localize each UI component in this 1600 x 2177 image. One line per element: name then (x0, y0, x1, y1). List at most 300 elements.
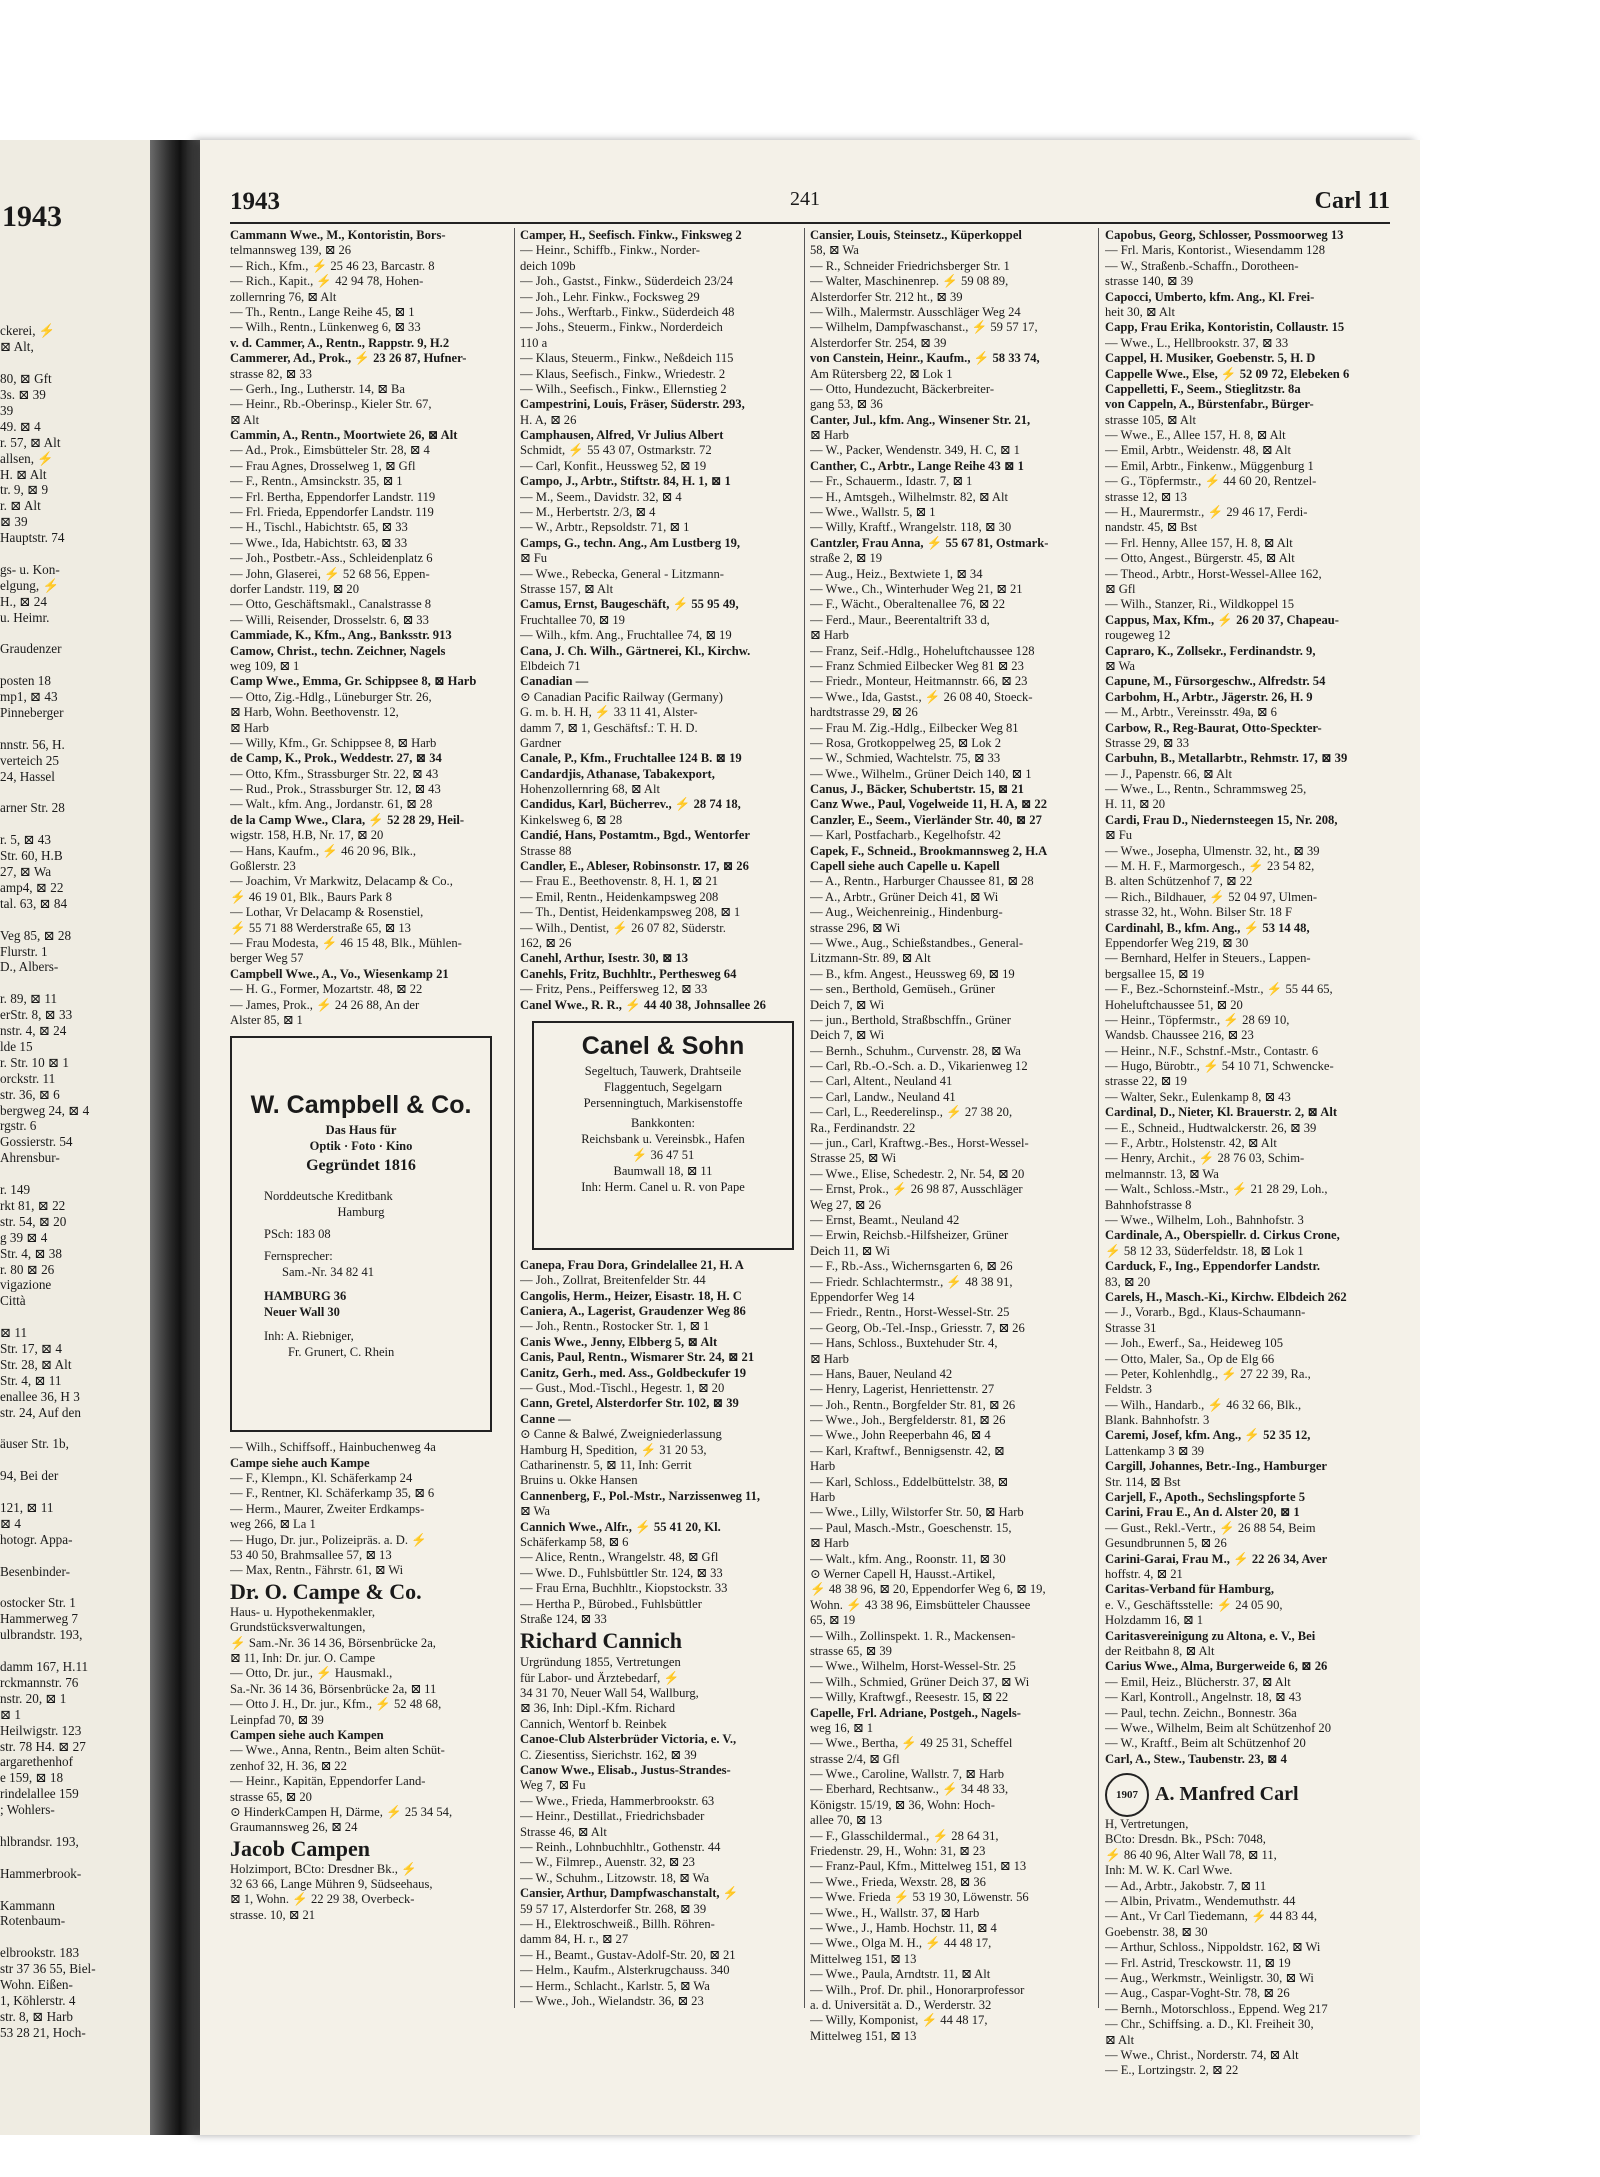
prev-page-line: ⊠ 4 (0, 1515, 21, 1531)
directory-entry: Carbohm, H., Arbtr., Jägerstr. 26, H. 9 (1105, 689, 1313, 704)
page-header (230, 188, 1390, 218)
directory-entry: — M., Herbertstr. 2/3, ⊠ 4 (520, 505, 656, 520)
directory-entry: — W., Filmrep., Auenstr. 32, ⊠ 23 (520, 1855, 695, 1870)
ad-campbell (230, 1036, 492, 1432)
directory-entry: — Ant., Vr Carl Tiedemann, ⚡ 44 83 44, (1105, 1909, 1317, 1924)
prev-page-line: Graudenzer (0, 641, 62, 657)
directory-entry: — Wwe., Rebecka, General - Litzmann- (520, 566, 724, 581)
ad-text-line: ⊠ 11, Inh: Dr. jur. O. Campe (230, 1651, 376, 1665)
directory-entry: — Aug., Caspar-Voght-Str. 78, ⊠ 26 (1105, 1986, 1290, 2001)
ad-line: Das Haus für (325, 1123, 397, 1138)
directory-entry: — Walt., kfm. Ang., Jordanstr. 61, ⊠ 28 (230, 797, 433, 812)
directory-entry: ⊙ Canne & Balwé, Zweigniederlassung (520, 1427, 722, 1442)
prev-page-line: 49. ⊠ 4 (0, 418, 41, 434)
directory-entry: — Otto, Hundezucht, Bäckerbreiter- (810, 381, 995, 396)
directory-entry: — Joh., Rentn., Borgfelder Str. 81, ⊠ 26 (810, 1397, 1016, 1412)
directory-entry: — Heinr., N.F., Schstnf.-Mstr., Contastr. 6 (1105, 1043, 1319, 1058)
directory-entry: — Willi, Reisender, Drosselstr. 6, ⊠ 33 (230, 612, 429, 627)
directory-entry: — Max, Rentn., Fährstr. 61, ⊠ Wi (230, 1563, 404, 1578)
prev-page-line: str. 8, ⊠ Harb (0, 2008, 73, 2024)
directory-entry: ⊠ Alt (230, 412, 260, 427)
directory-entry: — Frl. Maris, Kontorist., Wiesendamm 128 (1105, 243, 1325, 258)
directory-entry: — Frl. Frieda, Eppendorfer Landstr. 119 (230, 505, 434, 520)
directory-entry: Deich 7, ⊠ Wi (810, 1028, 885, 1043)
prev-page-line: r. 57, ⊠ Alt (0, 434, 61, 450)
directory-entry: Goebenstr. 38, ⊠ 30 (1105, 1924, 1208, 1939)
ad-line: Inh: Herm. Canel u. R. von Pape (581, 1179, 745, 1194)
directory-entry: Weg 7, ⊠ Fu (520, 1778, 586, 1793)
directory-entry: — Friedr., Rentn., Horst-Wessel-Str. 25 (810, 1305, 1010, 1320)
directory-entry: — F., Rentner, Kl. Schäferkamp 35, ⊠ 6 (230, 1486, 435, 1501)
directory-entry: telmannsweg 139, ⊠ 26 (230, 243, 352, 258)
directory-entry: Campen siehe auch Kampen (230, 1727, 384, 1742)
directory-entry: 58, ⊠ Wa (810, 243, 859, 258)
prev-page-line: 121, ⊠ 11 (0, 1500, 54, 1515)
directory-entry: — Ferd., Maur., Beerentaltrift 33 d, (810, 612, 990, 627)
directory-entry: G. m. b. H. H, ⚡ 33 11 41, Alster- (520, 705, 698, 720)
ad-line: HAMBURG 36 (264, 1289, 347, 1304)
directory-entry: — Wwe., H., Wallstr. 37, ⊠ Harb (810, 1905, 980, 1920)
directory-entry: — Frl. Astrid, Tresckowstr. 11, ⊠ 19 (1105, 1955, 1291, 1970)
directory-entry: Candardjis, Athanase, Tabakexport, (520, 766, 715, 781)
directory-entry: — Otto, Zig.-Hdlg., Lüneburger Str. 26, (230, 689, 432, 704)
directory-entry: — jun., Berthold, Straßbschffn., Grüner (810, 1012, 1011, 1027)
prev-page-line: str. 78 H4. ⊠ 27 (0, 1738, 86, 1754)
directory-entry: — jun., Carl, Kraftwg.-Bes., Horst-Wessel- (810, 1136, 1029, 1151)
prev-page-line: rindelallee 159 (0, 1786, 79, 1802)
directory-entry: — Reinh., Lohnbuchhltr., Gothenstr. 44 (520, 1839, 721, 1854)
directory-entry: — H., Elektroschweiß., Billh. Röhren- (520, 1916, 715, 1931)
directory-entry: Cardinal, D., Nieter, Kl. Brauerstr. 2, ⊠ Alt (1105, 1105, 1338, 1120)
directory-entry: Wohn. ⚡ 43 38 96, Eimsbütteler Chaussee (810, 1597, 1031, 1612)
directory-entry: — Emil, Arbtr., Weidenstr. 48, ⊠ Alt (1105, 443, 1291, 458)
directory-entry: allee 70, ⊠ 13 (810, 1813, 883, 1828)
directory-entry: ⊙ HinderkCampen H, Därme, ⚡ 25 34 54, (230, 1804, 453, 1819)
directory-entry: ⊠ Fu (1105, 828, 1133, 843)
ad-text-line: BCto: Dresdn. Bk., PSch: 7048, (1105, 1832, 1266, 1847)
directory-entry: Canus, J., Bäcker, Schubertstr. 15, ⊠ 21 (810, 782, 1024, 797)
directory-entry: melmannstr. 13, ⊠ Wa (1105, 1166, 1219, 1181)
directory-entry: Strasse 88 (520, 843, 572, 858)
ad-text-line: — Otto J. H., Dr. jur., Kfm., ⚡ 52 48 68, (230, 1697, 442, 1712)
prev-page-line: mp1, ⊠ 43 (0, 689, 58, 705)
directory-entry: Canel Wwe., R. R., ⚡ 44 40 38, Johnsallee 26 (520, 997, 766, 1012)
directory-entry: Cana, J. Ch. Wilh., Gärtnerei, Kl., Kirchw. (520, 643, 751, 658)
directory-entry: — H. G., Former, Mozartstr. 48, ⊠ 22 (230, 982, 423, 997)
directory-entry: Caritasvereinigung zu Altona, e. V., Bei (1105, 1628, 1316, 1643)
directory-entry: strasse 140, ⊠ 39 (1105, 274, 1194, 289)
directory-entry: — W., Straßenb.-Schaffn., Dorotheen- (1105, 258, 1299, 273)
prev-page-line: Heilwigstr. 123 (0, 1722, 82, 1738)
directory-entry: — Heinr., Rb.-Oberinsp., Kieler Str. 67, (230, 397, 432, 412)
directory-entry: Ra., Ferdinandstr. 22 (810, 1120, 916, 1135)
directory-entry: Strasse 29, ⊠ 33 (1105, 735, 1190, 750)
directory-entry: — Peter, Kohlenhdlg., ⚡ 27 22 39, Ra., (1105, 1366, 1311, 1381)
directory-entry: — Alice, Rentn., Wrangelstr. 48, ⊠ Gfl (520, 1550, 719, 1565)
directory-entry: — Aug., Weichenreinig., Hindenburg- (810, 905, 1003, 920)
directory-entry: Lattenkamp 3 ⊠ 39 (1105, 1443, 1205, 1458)
directory-entry: Cappel, H. Musiker, Goebenstr. 5, H. D (1105, 351, 1316, 366)
ad-line: Flaggentuch, Segelgarn (603, 1079, 723, 1094)
directory-entry: Carius Wwe., Alma, Burgerweide 6, ⊠ 26 (1105, 1659, 1328, 1674)
directory-entry: — Wilh., Handarb., ⚡ 46 32 66, Blk., (1105, 1397, 1302, 1412)
directory-entry: — F., Bez.-Schornsteinf.-Mstr., ⚡ 55 44 65, (1105, 982, 1333, 997)
prev-page-line: ⊠ 39 (0, 514, 28, 530)
directory-entry: — Heinr., Kapitän, Eppendorfer Land- (230, 1774, 426, 1789)
directory-entry: — James, Prok., ⚡ 24 26 88, An der (230, 997, 420, 1012)
directory-entry: — F., Rb.-Ass., Wichernsgarten 6, ⊠ 26 (810, 1259, 1013, 1274)
directory-entry: — Carl, Rb.-O.-Sch. a. D., Vikarienweg 12 (810, 1059, 1028, 1074)
directory-entry: — Wwe., L., Hellbrookstr. 37, ⊠ 33 (1105, 335, 1289, 350)
prev-page-line: 80, ⊠ Gft (0, 371, 52, 387)
ad-text-line: Haus- u. Hypothekenmakler, (230, 1604, 375, 1619)
prev-page-line: hotogr. Appa- (0, 1531, 73, 1547)
directory-entry: Strasse 31 (1105, 1320, 1157, 1335)
prev-page-line: r. ⊠ Alt (0, 498, 41, 514)
directory-entry: Carjell, F., Apoth., Sechslingspforte 5 (1105, 1490, 1305, 1505)
directory-entry: ⊠ Wa (1105, 658, 1135, 673)
directory-entry: Eppendorfer Weg 14 (810, 1289, 915, 1304)
directory-entry: — H., Beamt., Gustav-Adolf-Str. 20, ⊠ 21 (520, 1947, 736, 1962)
directory-entry: — Wilh., Zollinspekt. 1. R., Mackensen- (810, 1628, 1016, 1643)
ad-line: Bankkonten: (631, 1115, 695, 1130)
directory-entry: — Wwe., Joh., Wielandstr. 36, ⊠ 23 (520, 1993, 704, 2008)
directory-entry: ⊙ Werner Capell H, Hausst.-Artikel, (810, 1566, 996, 1581)
directory-entry: von Cappeln, A., Bürstenfabr., Bürger- (1105, 397, 1314, 412)
directory-entry: — Wwe., Wallstr. 5, ⊠ 1 (810, 505, 936, 520)
directory-entry: — Carl, Konfit., Heussweg 52, ⊠ 19 (520, 458, 707, 473)
directory-entry: Wandsb. Chaussee 216, ⊠ 23 (1105, 1028, 1254, 1043)
directory-entry: — Wwe., Ida, Gastst., ⚡ 26 08 40, Stoeck- (810, 689, 1033, 704)
directory-entry: Canis, Paul, Rentn., Wismarer Str. 24, ⊠ 21 (520, 1350, 755, 1365)
directory-entry: Capell siehe auch Capelle u. Kapell (810, 859, 1000, 874)
directory-entry: Canale, P., Kfm., Fruchtallee 124 B. ⊠ 19 (520, 751, 742, 766)
prev-page-line: lde 15 (0, 1038, 33, 1054)
directory-entry: ⊠ Harb (810, 428, 849, 443)
directory-entry: Cansier, Arthur, Dampfwaschanstalt, ⚡ (520, 1886, 739, 1901)
prev-page-line: damm 167, H.11 (0, 1659, 89, 1674)
prev-page-line: posten 18 (0, 673, 51, 689)
directory-entry: — Rud., Prok., Strassburger Str. 12, ⊠ 43 (230, 782, 441, 797)
directory-entry: — Rosa, Grotkoppelweg 25, ⊠ Lok 2 (810, 735, 1002, 750)
directory-entry: — Ad., Prok., Eimsbütteler Str. 28, ⊠ 4 (230, 443, 430, 458)
directory-entry: — Otto, Angest., Bürgerstr. 45, ⊠ Alt (1105, 551, 1295, 566)
prev-page-line: hlbrandsr. 193, (0, 1833, 79, 1849)
column-4 (1105, 228, 1387, 2079)
directory-entry: — J., Papenstr. 66, ⊠ Alt (1105, 766, 1233, 781)
directory-entry: zollernring 76, ⊠ Alt (230, 289, 337, 304)
ad-line: Baumwall 18, ⊠ 11 (613, 1163, 713, 1178)
directory-entry: Cardinale, A., Oberspiellr. d. Cirkus Crone, (1105, 1228, 1340, 1243)
ad-carl-badge-icon: 1907 (1105, 1773, 1149, 1817)
directory-entry: Camps, G., techn. Ang., Am Lustberg 19, (520, 535, 741, 550)
prev-page-line: u. Heimr. (0, 609, 50, 625)
directory-entry: — Wilh., Prof. Dr. phil., Honorarprofessor (810, 1982, 1025, 1997)
ad-canel (532, 1021, 794, 1250)
directory-entry: Strasse 157, ⊠ Alt (520, 581, 614, 596)
directory-entry: — F., Rentn., Amsinckstr. 35, ⊠ 1 (230, 474, 403, 489)
ad-text-line: 34 31 70, Neuer Wall 54, Wallburg, (520, 1686, 699, 1701)
directory-entry: — Walt., Schloss.-Mstr., ⚡ 21 28 29, Loh., (1105, 1182, 1328, 1197)
directory-entry: — Wilhelm, Dampfwaschanst., ⚡ 59 57 17, (810, 320, 1038, 335)
ad-line: ⚡ 36 47 51 (631, 1147, 695, 1162)
directory-entry: Capek, F., Schneid., Brookmannsweg 2, H.A (810, 843, 1048, 858)
directory-entry: — Hugo, Dr. jur., Polizeipräs. a. D. ⚡ (230, 1532, 427, 1547)
directory-entry: Cannich Wwe., Alfr., ⚡ 55 41 20, Kl. (520, 1519, 721, 1534)
ad-text-line: für Labor- und Ärztebedarf, ⚡ (520, 1670, 680, 1685)
directory-entry: — Heinr., Schiffb., Finkw., Norder- (520, 243, 700, 258)
directory-entry: — Wwe. Frieda ⚡ 53 19 30, Löwenstr. 56 (810, 1890, 1029, 1905)
directory-entry: Candié, Hans, Postamtm., Bgd., Wentorfer (520, 828, 750, 843)
directory-entry: — W., Schmied, Wachtelstr. 75, ⊠ 33 (810, 751, 1001, 766)
prev-page-line: str. 24, Auf den (0, 1404, 81, 1420)
directory-entry: Caritas-Verband für Hamburg, (1105, 1582, 1274, 1597)
directory-entry: dorfer Landstr. 119, ⊠ 20 (230, 581, 359, 596)
directory-entry: Canis Wwe., Jenny, Elbberg 5, ⊠ Alt (520, 1334, 718, 1349)
directory-entry: — Wwe., Anna, Rentn., Beim alten Schüt- (230, 1743, 445, 1758)
prev-page-line: Besenbinder- (0, 1563, 71, 1579)
directory-entry: Carini-Garai, Frau M., ⚡ 22 26 34, Aver (1105, 1551, 1328, 1566)
directory-entry: Cardi, Frau D., Niedernsteegen 15, Nr. 208, (1105, 812, 1338, 827)
directory-entry: Cammiade, K., Kfm., Ang., Banksstr. 913 (230, 628, 452, 643)
ad-carl (1105, 1773, 1387, 1817)
prev-page-line: Str. 4, ⊠ 11 (0, 1372, 62, 1388)
directory-entry: Schmidt, ⚡ 55 43 07, Ostmarkstr. 72 (520, 443, 712, 458)
prev-page-line: ⊠ 11 (0, 1325, 28, 1341)
prev-page-line: Città (0, 1293, 26, 1309)
directory-entry: — Heinr., Destillat., Friedrichsbader (520, 1809, 705, 1824)
directory-entry: — Arthur, Schloss., Nippoldstr. 162, ⊠ Wi (1105, 1940, 1321, 1955)
ad-line: Norddeutsche Kreditbank (264, 1189, 393, 1204)
directory-entry: Canehl, Arthur, Isestr. 30, ⊠ 13 (520, 951, 689, 966)
directory-entry: Cammerer, Ad., Prok., ⚡ 23 26 87, Hufner- (230, 351, 467, 366)
directory-entry: Canne — (520, 1411, 571, 1426)
prev-page-line: argarethenhof (0, 1754, 73, 1770)
prev-page-line: g 39 ⊠ 4 (0, 1229, 48, 1245)
directory-entry: — Wilh., Schiffsoff., Hainbuchenweg 4a (230, 1440, 436, 1455)
directory-entry: — Klaus, Steuerm., Finkw., Neßdeich 115 (520, 351, 734, 366)
directory-entry: — Gust., Rekl.-Vertr., ⚡ 26 88 54, Beim (1105, 1520, 1316, 1535)
directory-entry: — B., kfm. Angest., Heussweg 69, ⊠ 19 (810, 966, 1015, 981)
directory-entry: — Albin, Privatm., Wendemuthstr. 44 (1105, 1894, 1296, 1909)
prev-page-line: nnstr. 56, H. (0, 736, 65, 752)
directory-entry: 53 40 50, Brahmsallee 57, ⊠ 13 (230, 1548, 392, 1563)
prev-page-line: r. 89, ⊠ 11 (0, 991, 58, 1007)
directory-entry: — Wwe., Ch., Winterhuder Weg 21, ⊠ 21 (810, 581, 1023, 596)
prev-page-line: str 37 36 55, Biel- (0, 1961, 96, 1977)
prev-page-line: e 159, ⊠ 18 (0, 1770, 64, 1786)
column-1 (230, 228, 512, 1923)
prev-page-line: 24, Hassel (0, 768, 55, 784)
directory-entry: — Gust., Mod.-Tischl., Hegestr. 1, ⊠ 20 (520, 1381, 725, 1396)
directory-entry: Goßlerstr. 23 (230, 859, 296, 874)
directory-entry: Camus, Ernst, Baugeschäft, ⚡ 55 95 49, (520, 597, 739, 612)
prev-page-line: 27, ⊠ Wa (0, 864, 52, 879)
campe-heading: Dr. O. Campe & Co. (230, 1578, 422, 1604)
directory-entry: — M. H. F., Marmorgesch., ⚡ 23 54 82, (1105, 859, 1315, 874)
directory-entry: Campo, J., Arbtr., Stiftstr. 84, H. 1, ⊠ 1 (520, 474, 731, 489)
directory-entry: — John, Glaserei, ⚡ 52 68 56, Eppen- (230, 566, 430, 581)
directory-entry: — Karl, Kontroll., Angelnstr. 18, ⊠ 43 (1105, 1690, 1302, 1705)
directory-entry: — Frau Agnes, Drosselweg 1, ⊠ Gfl (230, 458, 416, 473)
directory-page (200, 140, 1420, 2135)
directory-entry: — Wilh., Stanzer, Ri., Wildkoppel 15 (1105, 597, 1295, 612)
directory-entry: — Wilh., Rentn., Lünkenweg 6, ⊠ 33 (230, 320, 421, 335)
directory-entry: Carini, Frau E., An d. Alster 20, ⊠ 1 (1105, 1505, 1300, 1520)
directory-entry: Alsterdorfer Str. 254, ⊠ 39 (810, 335, 947, 350)
directory-entry: — Ernst, Prok., ⚡ 26 98 87, Ausschläger (810, 1182, 1023, 1197)
prev-page-line: r. 80 ⊠ 26 (0, 1261, 55, 1277)
directory-entry: — Wilh., Schmied, Grüner Deich 37, ⊠ Wi (810, 1674, 1030, 1689)
directory-entry: — Otto, Geschäftsmakl., Canalstrasse 8 (230, 597, 432, 612)
directory-entry: — Willy, Kraftf., Wrangelstr. 118, ⊠ 30 (810, 520, 1012, 535)
directory-entry: strasse 65, ⊠ 20 (230, 1789, 312, 1804)
directory-entry: — W., Arbtr., Repsoldstr. 71, ⊠ 1 (520, 520, 690, 535)
directory-entry: Canepa, Frau Dora, Grindelallee 21, H. A (520, 1257, 744, 1272)
ad-line: Fernsprecher: (264, 1249, 333, 1264)
ad-line: Optik · Foto · Kino (309, 1139, 413, 1154)
directory-entry: — Joh., Gastst., Finkw., Süderdeich 23/24 (520, 274, 733, 289)
directory-entry: Canther, C., Arbtr., Lange Reihe 43 ⊠ 1 (810, 458, 1024, 473)
scan-margin (1420, 140, 1600, 2135)
directory-entry: strasse 32, ht., Wohn. Bilser Str. 18 F (1105, 905, 1292, 920)
directory-entry: 83, ⊠ 20 (1105, 1274, 1151, 1289)
directory-entry: Cardinahl, B., kfm. Ang., ⚡ 53 14 48, (1105, 920, 1310, 935)
directory-entry: — Karl, Kraftwf., Bennigsenstr. 42, ⊠ (810, 1443, 1005, 1458)
directory-entry: rougeweg 12 (1105, 628, 1171, 643)
ad-line: Segeltuch, Tauwerk, Drahtseile (584, 1063, 742, 1078)
ad-line: Persenningtuch, Markisenstoffe (583, 1095, 743, 1110)
directory-entry: — H., Maurermstr., ⚡ 29 46 17, Ferdi- (1105, 505, 1308, 520)
prev-page-line: r. 149 (0, 1182, 31, 1197)
directory-entry: Camp Wwe., Emma, Gr. Schippsee 8, ⊠ Harb (230, 674, 477, 689)
directory-entry: a. d. Universität a. D., Werderstr. 32 (810, 1997, 992, 2012)
directory-entry: e. V., Geschäftsstelle: ⚡ 24 05 90, (1105, 1597, 1283, 1612)
directory-entry: bergsallee 15, ⊠ 19 (1105, 966, 1205, 981)
directory-entry: — Eberhard, Rechtsanw., ⚡ 34 48 33, (810, 1782, 1009, 1797)
directory-entry: Harb (810, 1459, 836, 1474)
ad-line: Neuer Wall 30 (264, 1305, 340, 1320)
directory-entry: — Emil, Arbtr., Finkenw., Müggenburg 1 (1105, 458, 1314, 473)
directory-entry: strasse 12, ⊠ 13 (1105, 489, 1187, 504)
ad-text-line: Urgründung 1855, Vertretungen (520, 1655, 681, 1670)
directory-entry: — Willy, Komponist, ⚡ 44 48 17, (810, 2013, 988, 2028)
directory-entry: — Wwe., Wilhelm, Horst-Wessel-Str. 25 (810, 1659, 1016, 1674)
directory-entry: — Wwe., Joh., Bergfelderstr. 81, ⊠ 26 (810, 1413, 1006, 1428)
directory-entry: — A., Arbtr., Grüner Deich 41, ⊠ Wi (810, 889, 999, 904)
directory-entry: strasse 2/4, ⊠ Gfl (810, 1751, 900, 1766)
directory-entry: weg 16, ⊠ 1 (810, 1720, 874, 1735)
ad-line: PSch: 183 08 (264, 1227, 331, 1242)
directory-entry: Cantzler, Frau Anna, ⚡ 55 67 81, Ostmark- (810, 535, 1049, 550)
directory-entry: — Paul, Masch.-Mstr., Goeschenstr. 15, (810, 1520, 1012, 1535)
directory-entry: Holzdamm 16, ⊠ 1 (1105, 1613, 1203, 1628)
directory-entry: Bruins u. Okke Hansen (520, 1473, 638, 1488)
directory-entry: Graumannsweg 26, ⊠ 24 (230, 1820, 358, 1835)
prev-page-line: Str. 60, H.B (0, 848, 63, 864)
ad-text-line: 32 63 66, Lange Mühren 9, Südseehaus, (230, 1877, 433, 1892)
directory-entry: — Frau M. Zig.-Hdlg., Eilbecker Weg 81 (810, 720, 1019, 735)
directory-entry: — Fr., Schauerm., Idastr. 7, ⊠ 1 (810, 474, 973, 489)
directory-entry: Hoheluftchaussee 51, ⊠ 20 (1105, 997, 1243, 1012)
directory-entry: Cangolis, Herm., Heizer, Eisastr. 18, H. C (520, 1288, 742, 1303)
directory-entry: — Otto, Maler, Sa., Op de Elg 66 (1105, 1351, 1275, 1366)
ad-text-line: ⚡ Sam.-Nr. 36 14 36, Börsenbrücke 2a, (230, 1635, 436, 1650)
directory-entry: 65, ⊠ 19 (810, 1613, 856, 1628)
directory-entry: — Chr., Schiffsing. a. D., Kl. Freiheit 30, (1105, 2017, 1314, 2032)
prev-page-line: Str. 28, ⊠ Alt (0, 1356, 72, 1372)
directory-entry: — Wilh., Malermstr. Ausschläger Weg 24 (810, 304, 1021, 319)
prev-page-line: äuser Str. 1b, (0, 1436, 69, 1452)
prev-page-line: Kammann (0, 1897, 55, 1913)
directory-entry: — F., Arbtr., Holstenstr. 42, ⊠ Alt (1105, 1136, 1277, 1151)
directory-entry: — Bernh., Schuhm., Curvenstr. 28, ⊠ Wa (810, 1043, 1021, 1058)
directory-entry: Mittelweg 151, ⊠ 13 (810, 1951, 917, 1966)
directory-entry: — Frau Erna, Buchhltr., Kiopstockstr. 33 (520, 1581, 728, 1596)
directory-entry: Cansier, Louis, Steinsetz., Küperkoppel (810, 228, 1022, 242)
directory-entry: — Klaus, Seefisch., Finkw., Wriedestr. 2 (520, 366, 726, 381)
directory-entry: Hamburg H, Spedition, ⚡ 31 20 53, (520, 1442, 707, 1457)
prev-page-line: nstr. 20, ⊠ 1 (0, 1690, 67, 1706)
directory-entry: Capocci, Umberto, kfm. Ang., Kl. Frei- (1105, 289, 1315, 304)
directory-entry: — Emil, Heiz., Blücherstr. 37, ⊠ Alt (1105, 1674, 1291, 1689)
directory-entry: Carl, A., Stew., Taubenstr. 23, ⊠ 4 (1105, 1751, 1287, 1766)
directory-entry: 110 a (520, 335, 548, 350)
prev-page-line: rkt 81, ⊠ 22 (0, 1197, 66, 1213)
prev-page-line: 94, Bei der (0, 1468, 59, 1484)
directory-entry: — M., Arbtr., Vereinsstr. 49a, ⊠ 6 (1105, 705, 1277, 720)
directory-entry: — W., Packer, Wendenstr. 349, H. C, ⊠ 1 (810, 443, 1020, 458)
directory-entry: — Joh., Lehr. Finkw., Focksweg 29 (520, 289, 700, 304)
directory-entry: Canzler, E., Seem., Vierländer Str. 40, ⊠ 27 (810, 812, 1042, 827)
directory-entry: der Reitbahn 8, ⊠ Alt (1105, 1643, 1215, 1658)
directory-entry: — Karl, Schloss., Eddelbüttelstr. 38, ⊠ (810, 1474, 1009, 1489)
directory-entry: — Wwe., Wilhelm, Loh., Bahnhofstr. 3 (1105, 1213, 1304, 1227)
directory-entry: — Carl, Landw., Neuland 41 (810, 1089, 956, 1104)
prev-page-line: ⊠ 1 (0, 1706, 21, 1722)
ad-canel-name: Canel & Sohn (581, 1031, 745, 1060)
directory-entry: Canz Wwe., Paul, Vogelweide 11, H. A, ⊠ 22 (810, 797, 1048, 812)
directory-entry: ⊠ Alt (1105, 2032, 1135, 2047)
directory-entry: Deich 11, ⊠ Wi (810, 1243, 890, 1258)
ad-text-line: ⊠ 36, Inh: Dipl.-Kfm. Richard (520, 1701, 676, 1716)
prev-page-line: r. Str. 10 ⊠ 1 (0, 1054, 69, 1070)
directory-entry: damm 84, H. r., ⊠ 27 (520, 1932, 629, 1947)
prev-page-line: 3s. ⊠ 39 (0, 387, 46, 402)
directory-entry: Capp, Frau Erika, Kontoristin, Collaustr. 15 (1105, 320, 1345, 335)
header-page-number: 241 (790, 188, 820, 210)
prev-page-line: ; Wohlers- (0, 1802, 55, 1818)
header-year: 1943 (230, 188, 280, 215)
prev-page-line: arner Str. 28 (0, 800, 65, 816)
directory-entry: — Hans, Kaufm., ⚡ 46 20 96, Blk., (230, 843, 417, 858)
directory-entry: C. Ziesentiss, Sierichstr. 162, ⊠ 39 (520, 1747, 697, 1762)
directory-entry: gang 53, ⊠ 36 (810, 397, 883, 412)
directory-entry: Cannenberg, F., Pol.-Mstr., Narzissenweg 11, (520, 1488, 761, 1503)
directory-entry: — Wwe., Paula, Arndtstr. 11, ⊠ Alt (810, 1967, 991, 1982)
directory-entry: — Aug., Heiz., Bextwiete 1, ⊠ 34 (810, 566, 983, 581)
prev-page-line: str. 36, ⊠ 6 (0, 1086, 60, 1102)
directory-entry: — W., Schuhm., Litzowstr. 18, ⊠ Wa (520, 1870, 710, 1885)
ad-line: Fr. Grunert, C. Rhein (288, 1345, 395, 1360)
directory-entry: Camow, Christ., techn. Zeichner, Nagels (230, 643, 446, 658)
directory-entry: Fruchtallee 70, ⊠ 19 (520, 612, 625, 627)
prev-page-line: elgung, ⚡ (0, 577, 59, 593)
directory-entry: Weg 27, ⊠ 26 (810, 1197, 882, 1212)
directory-entry: Campestrini, Louis, Fräser, Süderstr. 293, (520, 397, 745, 412)
directory-entry: zenhof 32, H. 36, ⊠ 22 (230, 1758, 347, 1773)
directory-entry: Strasse 46, ⊠ Alt (520, 1824, 607, 1839)
